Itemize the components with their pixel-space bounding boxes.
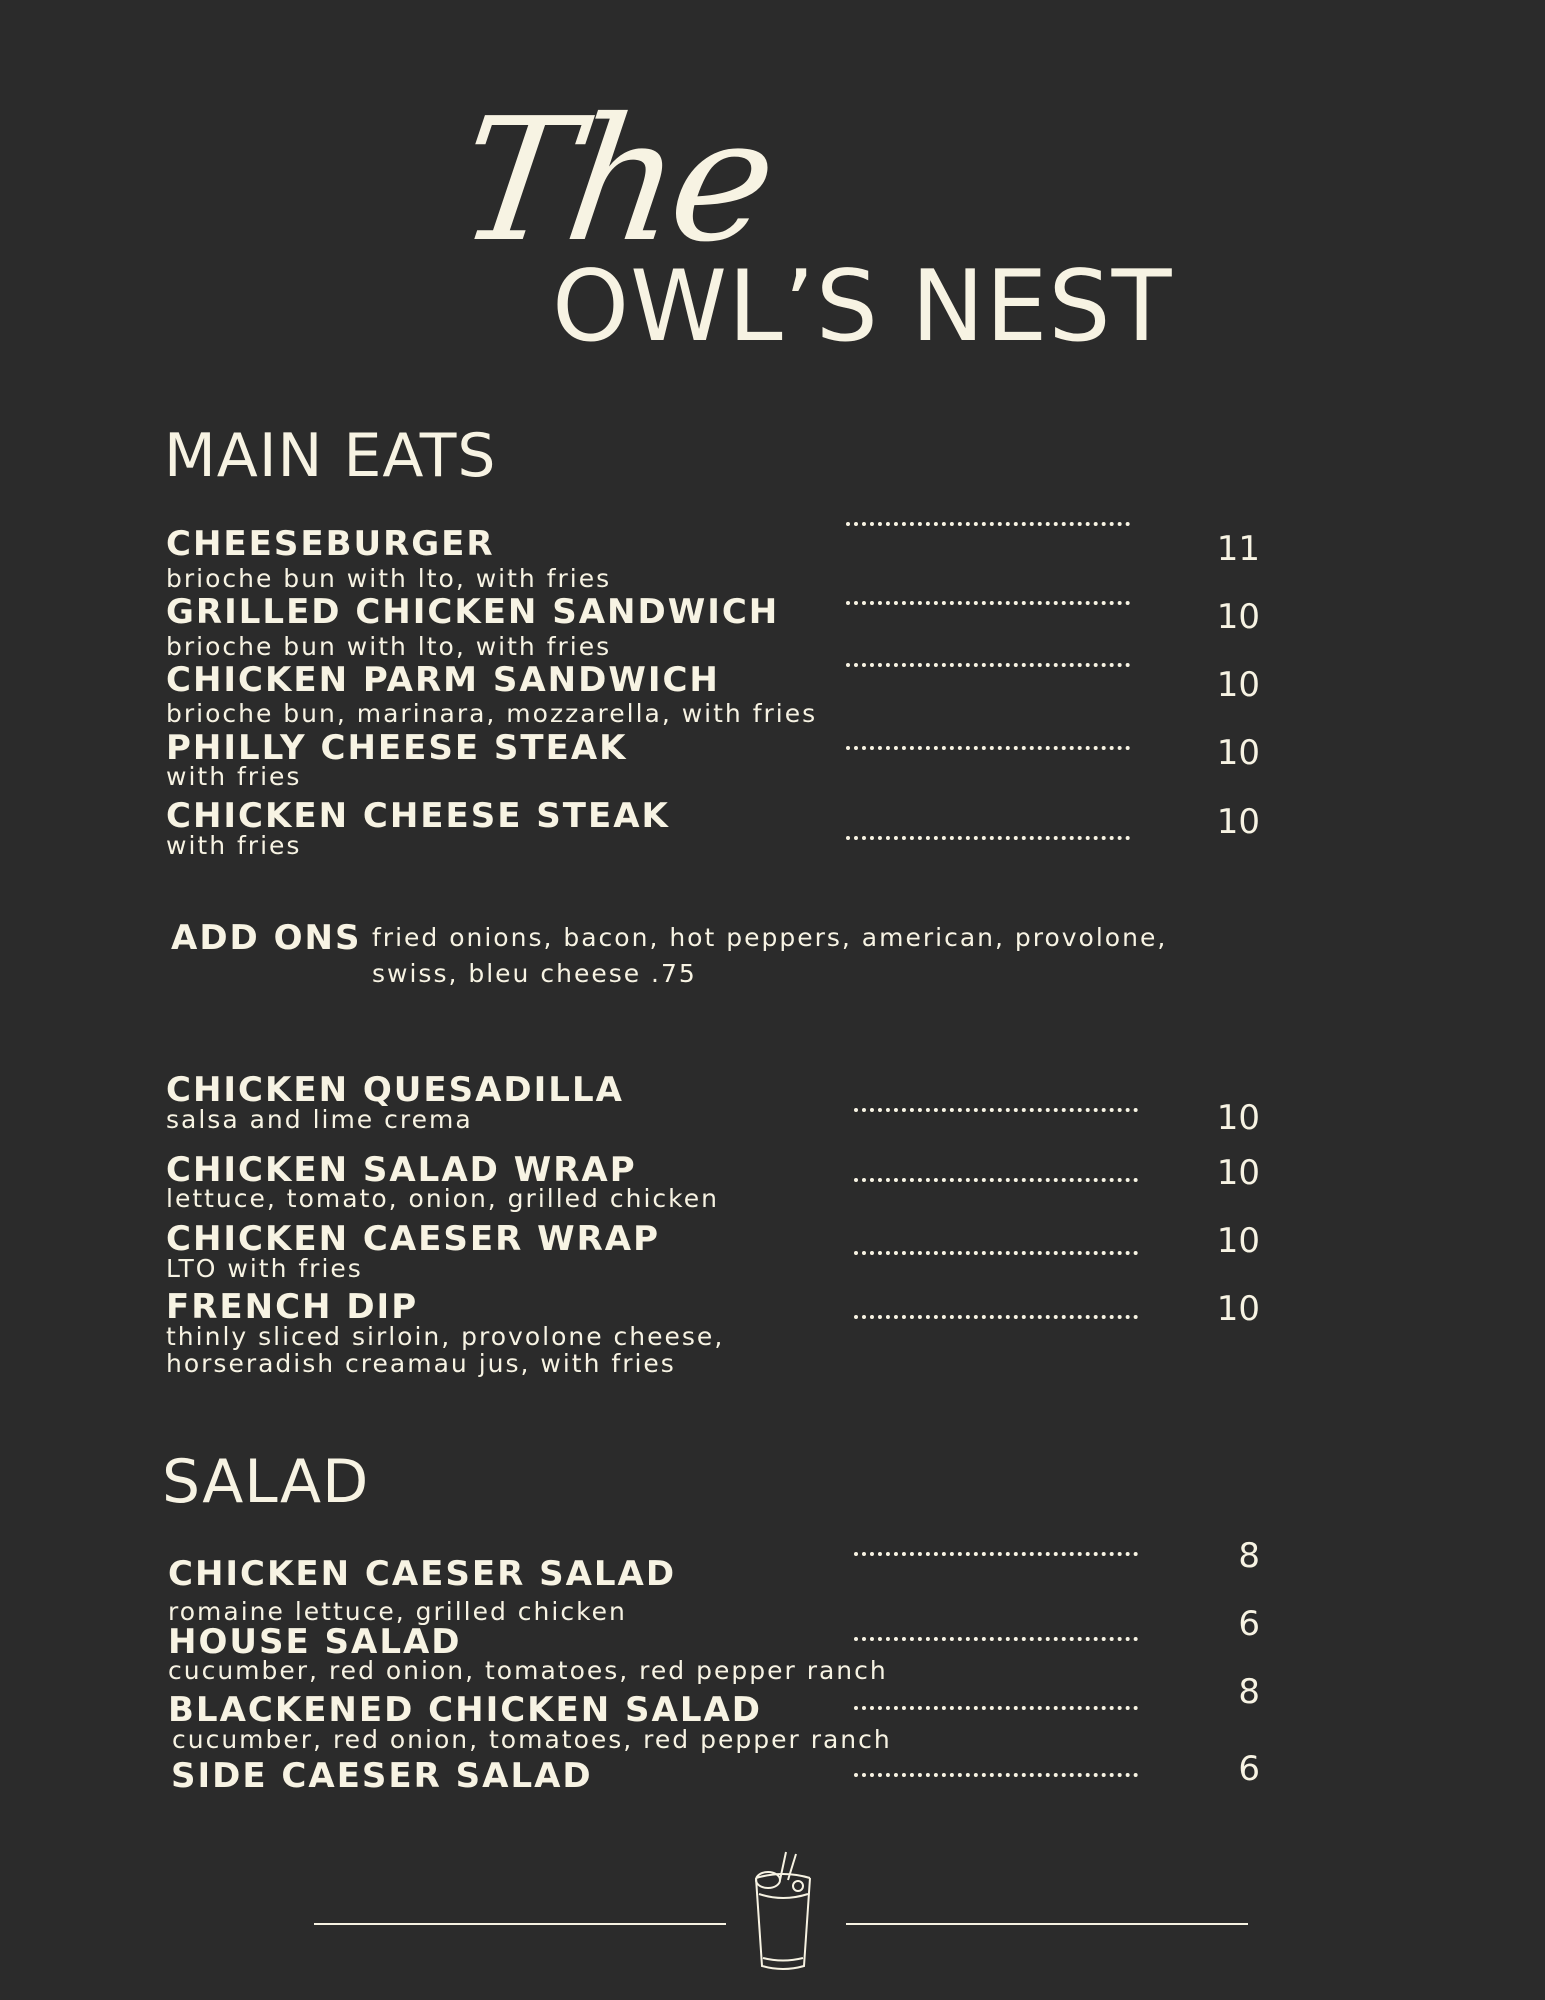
item-desc: brioche bun with lto, with fries <box>166 564 612 593</box>
item-price: 11 <box>1216 529 1260 569</box>
item-name: CHEESEBURGER <box>166 524 495 564</box>
item-name: CHICKEN CHEESE STEAK <box>166 796 670 836</box>
dot-leader <box>854 1552 1138 1556</box>
item-desc: with fries <box>166 831 302 860</box>
dot-leader <box>854 1251 1138 1255</box>
item-name: CHICKEN SALAD WRAP <box>166 1150 637 1190</box>
item-price: 10 <box>1216 665 1260 705</box>
item-name: CHICKEN PARM SANDWICH <box>166 660 720 700</box>
dot-leader <box>846 663 1130 667</box>
item-desc: brioche bun, marinara, mozzarella, with fries <box>166 699 818 728</box>
item-desc: cucumber, red onion, tomatoes, red pepper ranch <box>172 1725 892 1754</box>
footer-rule-right <box>846 1923 1248 1925</box>
item-name: BLACKENED CHICKEN SALAD <box>168 1690 763 1730</box>
item-name: SIDE CAESER SALAD <box>171 1756 593 1796</box>
dot-leader <box>854 1315 1138 1319</box>
item-desc-line-2: horseradish creamau jus, with fries <box>166 1349 676 1378</box>
item-name: CHICKEN CAESER SALAD <box>168 1554 677 1594</box>
item-name: HOUSE SALAD <box>168 1622 462 1662</box>
item-price: 8 <box>1238 1672 1260 1712</box>
item-desc: LTO with fries <box>166 1254 363 1283</box>
item-price: 10 <box>1216 1221 1260 1261</box>
dot-leader <box>846 836 1130 840</box>
item-name: CHICKEN CAESER WRAP <box>166 1219 661 1259</box>
add-ons-label: ADD ONS <box>171 918 362 958</box>
item-desc: salsa and lime crema <box>166 1105 473 1134</box>
item-price: 8 <box>1238 1536 1260 1576</box>
dot-leader <box>854 1108 1138 1112</box>
dot-leader <box>854 1706 1138 1710</box>
dot-leader <box>854 1637 1138 1641</box>
section-heading-salad: SALAD <box>162 1447 370 1517</box>
dot-leader <box>854 1178 1138 1182</box>
item-price: 10 <box>1216 1098 1260 1138</box>
item-desc: thinly sliced sirloin, provolone cheese, <box>166 1322 725 1351</box>
item-desc: brioche bun with lto, with fries <box>166 632 612 661</box>
item-desc: with fries <box>166 762 302 791</box>
dot-leader <box>846 746 1130 750</box>
item-price: 6 <box>1238 1604 1260 1644</box>
footer-rule-left <box>314 1923 726 1925</box>
item-price: 10 <box>1216 597 1260 637</box>
title-script: The <box>448 82 782 280</box>
item-desc: cucumber, red onion, tomatoes, red pepper ranch <box>168 1656 888 1685</box>
dot-leader <box>846 601 1130 605</box>
item-price: 10 <box>1216 802 1260 842</box>
section-heading-main-eats: MAIN EATS <box>164 421 497 491</box>
dot-leader <box>846 522 1130 526</box>
item-name: CHICKEN QUESADILLA <box>166 1070 624 1110</box>
dot-leader <box>854 1773 1138 1777</box>
drink-glass-icon <box>750 1850 816 1972</box>
item-price: 6 <box>1238 1749 1260 1789</box>
item-name: GRILLED CHICKEN SANDWICH <box>166 592 780 632</box>
item-desc: romaine lettuce, grilled chicken <box>168 1597 627 1626</box>
add-ons-text: fried onions, bacon, hot peppers, american, provolone, swiss, bleu cheese .75 <box>372 923 1168 988</box>
item-price: 10 <box>1216 1289 1260 1329</box>
item-desc: lettuce, tomato, onion, grilled chicken <box>166 1184 719 1213</box>
item-price: 10 <box>1216 733 1260 773</box>
item-name: FRENCH DIP <box>166 1287 419 1327</box>
item-price: 10 <box>1216 1153 1260 1193</box>
restaurant-name: OWL’S NEST <box>552 250 1173 364</box>
item-name: PHILLY CHEESE STEAK <box>166 728 628 768</box>
